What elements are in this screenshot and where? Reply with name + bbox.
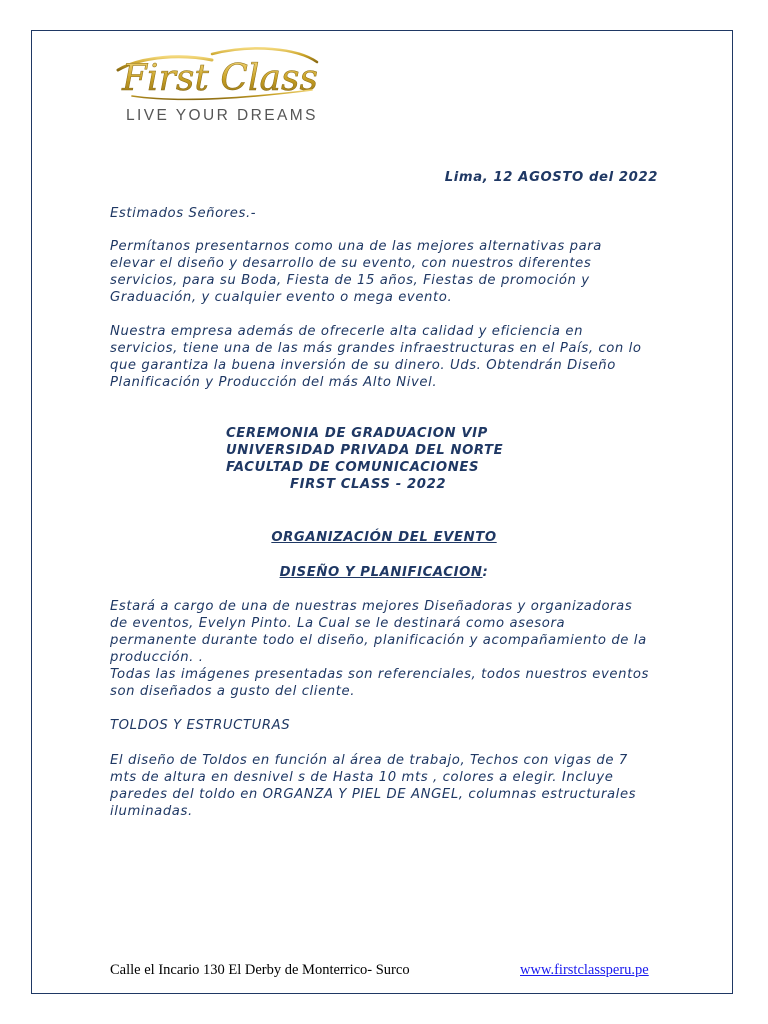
paragraph-line: Permítanos presentarnos como una de las mejores alternativas para bbox=[110, 239, 602, 254]
design-paragraph bbox=[110, 598, 670, 700]
paragraph-line: permanente durante todo el diseño, planificación y acompañamiento de la bbox=[110, 633, 647, 648]
website-link[interactable]: www.firstclassperu.pe bbox=[520, 962, 649, 978]
logo-tagline: LIVE YOUR DREAMS bbox=[126, 107, 316, 124]
heading-organizacion: ORGANIZACIÓN DEL EVENTO bbox=[271, 530, 497, 545]
event-line: FACULTAD DE COMUNICACIONES bbox=[226, 460, 480, 475]
paragraph-line: mts de altura en desnivel s de Hasta 10 mts , colores a elegir. Incluye bbox=[110, 770, 614, 785]
event-line: UNIVERSIDAD PRIVADA DEL NORTE bbox=[226, 443, 504, 458]
paragraph-line: que garantiza la buena inversión de su dinero. Uds. Obtendrán Diseño bbox=[110, 358, 616, 373]
paragraph-line: paredes del toldo en ORGANZA Y PIEL DE ANGEL, columnas estructurales bbox=[110, 787, 637, 802]
paragraph-line: elevar el diseño y desarrollo de su evento, con nuestros diferentes bbox=[110, 256, 592, 271]
heading-diseno-colon: : bbox=[482, 565, 489, 580]
paragraph-line: Estará a cargo de una de nuestras mejores Diseñadoras y organizadoras bbox=[110, 599, 633, 614]
paragraph-line: Graduación, y cualquier evento o mega evento. bbox=[110, 290, 453, 305]
event-line: FIRST CLASS - 2022 bbox=[290, 477, 447, 492]
intro-paragraph bbox=[110, 238, 670, 306]
event-line: CEREMONIA DE GRADUACION VIP bbox=[226, 426, 488, 441]
company-paragraph bbox=[110, 323, 670, 391]
paragraph-line: Nuestra empresa además de ofrecerle alta calidad y eficiencia en bbox=[110, 324, 584, 339]
heading-diseno: DISEÑO Y PLANIFICACION bbox=[279, 565, 483, 580]
greeting: Estimados Señores.- bbox=[110, 206, 257, 221]
paragraph-line: El diseño de Toldos en función al área de trabajo, Techos con vigas de 7 bbox=[110, 753, 628, 768]
paragraph-line: Planificación y Producción del más Alto Nivel. bbox=[110, 375, 438, 390]
paragraph-line: servicios, tiene una de las más grandes infraestructuras en el País, con lo bbox=[110, 341, 642, 356]
paragraph-line: servicios, para su Boda, Fiesta de 15 años, Fiestas de promoción y bbox=[110, 273, 590, 288]
paragraph-line: iluminadas. bbox=[110, 804, 193, 819]
first-class-logo bbox=[112, 40, 324, 126]
paragraph-line: Todas las imágenes presentadas son referenciales, todos nuestros eventos bbox=[110, 667, 650, 682]
logo-script-text: First Class bbox=[122, 58, 318, 99]
section-toldos: TOLDOS Y ESTRUCTURAS bbox=[110, 718, 291, 733]
paragraph-line: producción. . bbox=[110, 650, 204, 665]
toldos-paragraph bbox=[110, 752, 670, 820]
letter-date: Lima, 12 AGOSTO del 2022 bbox=[444, 170, 658, 185]
paragraph-line: son diseñados a gusto del cliente. bbox=[110, 684, 356, 699]
footer-address: Calle el Incario 130 El Derby de Monterrico- Surco bbox=[110, 962, 410, 978]
paragraph-line: de eventos, Evelyn Pinto. La Cual se le destinará como asesora bbox=[110, 616, 566, 631]
event-block bbox=[226, 425, 506, 493]
